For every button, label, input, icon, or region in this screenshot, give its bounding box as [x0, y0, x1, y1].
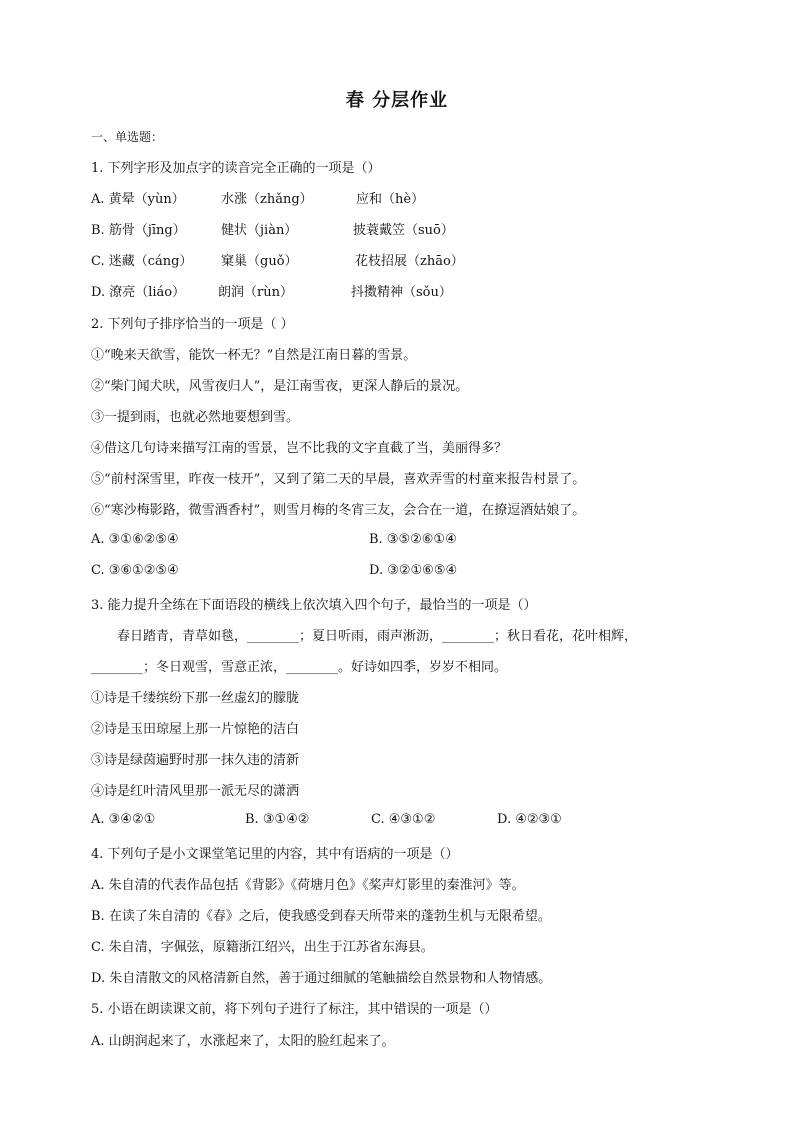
q3-item-1: ①诗是千缕缤纷下那一丝虚幻的朦胧	[91, 691, 300, 706]
q4-option-c: C. 朱自清，字佩弦，原籍浙江绍兴，出生于江苏省东海县。	[91, 940, 434, 955]
q4-stem: 4. 下列句子是小文课堂笔记里的内容，其中有语病的一项是（）	[91, 847, 459, 862]
q3-option-b: B. ③①④②	[245, 812, 310, 827]
q3-option-d: D. ④②③①	[497, 812, 562, 827]
q2-item-3: ③一提到雨，也就必然地要想到雪。	[91, 410, 300, 425]
q1-c-2: 窠巢（guǒ）	[221, 254, 298, 269]
q5-option-a: A. 山朗润起来了，水涨起来了，太阳的脸红起来了。	[91, 1034, 395, 1049]
q2-item-2: ②“柴门闻犬吠，风雪夜归人”，是江南雪夜，更深人静后的景况。	[91, 379, 469, 394]
q1-b-2: 健状（jiàn）	[221, 223, 298, 238]
q3-item-4: ④诗是红叶清风里那一派无尽的潇洒	[91, 784, 300, 799]
q2-stem: 2. 下列句子排序恰当的一项是（ ）	[91, 317, 294, 332]
q1-b-3: 披蓑戴笠（suō）	[353, 223, 454, 238]
q4-option-d: D. 朱自清散文的风格清新自然，善于通过细腻的笔触描绘自然景物和人物情感。	[91, 971, 552, 986]
q1-d-1: D. 潦亮（liáo）	[91, 285, 186, 300]
q5-stem: 5. 小语在朗读课文前，将下列句子进行了标注，其中错误的一项是（）	[91, 1002, 498, 1017]
q2-item-4: ④借这几句诗来描写江南的雪景，岂不比我的文字直截了当，美丽得多？	[91, 441, 508, 456]
q2-option-d: D. ③②①⑥⑤④	[369, 563, 458, 578]
section-heading: 一、单选题：	[91, 130, 164, 144]
q1-d-2: 朗润（rùn）	[218, 285, 293, 300]
q2-option-b: B. ③⑤②⑥①④	[369, 532, 457, 547]
q4-option-b: B. 在读了朱自清的《春》之后，使我感受到春天所带来的蓬勃生机与无限希望。	[91, 909, 551, 924]
q3-stem: 3. 能力提升全练在下面语段的横线上依次填入四个句子，最恰当的一项是（）	[91, 598, 537, 613]
q3-option-a: A. ③④②①	[91, 812, 156, 827]
page-title: 春 分层作业	[345, 90, 449, 111]
q1-stem: 1. 下列字形及加点字的读音完全正确的一项是（）	[91, 161, 381, 176]
q2-option-c: C. ③⑥①②⑤④	[91, 563, 179, 578]
q3-passage-line-2: ________；冬日观雪，雪意正浓，________。好诗如四季，岁岁不相同。	[91, 660, 508, 675]
q1-c-1: C. 迷藏（cáng）	[91, 254, 193, 269]
q2-item-6: ⑥“寒沙梅影路，微雪酒香村”，则雪月梅的冬宵三友，会合在一道，在撩逗酒姑娘了。	[91, 503, 586, 518]
q1-a-2: 水涨（zhǎng）	[221, 192, 313, 207]
q2-option-a: A. ③①⑥②⑤④	[91, 532, 179, 547]
q3-passage-line-1: 春日踏青，青草如毯，________；夏日听雨，雨声淅沥，________；秋日看花，花叶相辉，	[117, 629, 638, 644]
q1-d-3: 抖擞精神（sǒu）	[351, 285, 452, 300]
q3-item-3: ③诗是绿茵遍野时那一抹久违的清新	[91, 753, 300, 768]
q1-b-1: B. 筋骨（jīng）	[91, 223, 186, 238]
q2-item-5: ⑤“前村深雪里，昨夜一枝开”，又到了第二天的早晨，喜欢弄雪的村童来报告村景了。	[91, 472, 586, 487]
q1-a-1: A. 黄晕（yùn）	[91, 192, 185, 207]
q3-item-2: ②诗是玉田琼屋上那一片惊艳的洁白	[91, 722, 300, 737]
q1-c-3: 花枝招展（zhāo）	[355, 254, 464, 269]
q3-option-c: C. ④③①②	[371, 812, 436, 827]
q1-a-3: 应和（hè）	[356, 192, 425, 207]
q4-option-a: A. 朱自清的代表作品包括《背影》《荷塘月色》《桨声灯影里的秦淮河》等。	[91, 878, 525, 893]
q2-item-1: ①“晚来天欲雪，能饮一杯无？”自然是江南日暮的雪景。	[91, 348, 417, 363]
